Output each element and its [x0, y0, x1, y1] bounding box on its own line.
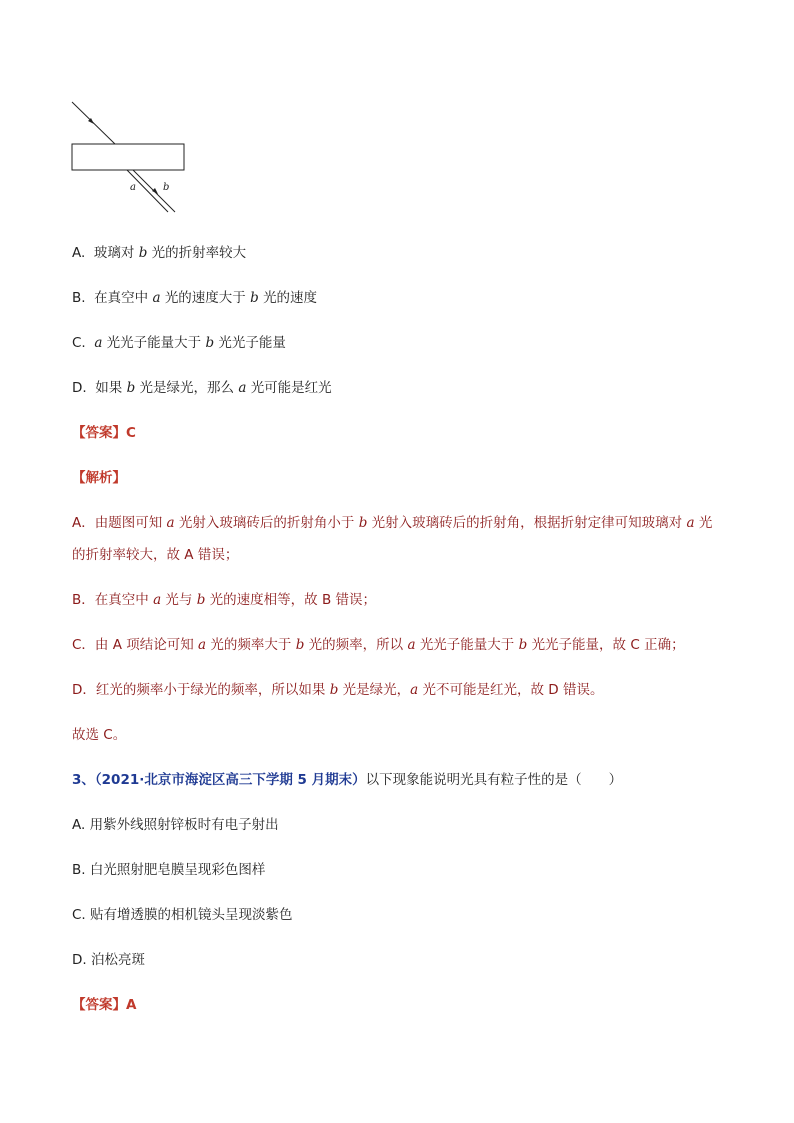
q3-option-d: D. 泊松亮斑: [72, 952, 145, 968]
q3-option-b: B. 白光照射肥皂膜呈现彩色图样: [72, 862, 266, 878]
q2-option-a: A. 玻璃对 b 光的折射率较大: [72, 245, 247, 261]
analysis-c: C．由 A 项结论可知 a 光的频率大于 b 光的频率，所以 a 光光子能量大于 b 光光子能量，故 C 正确；: [72, 637, 685, 653]
q3-answer: [72, 996, 136, 1014]
analysis-d: D．红光的频率小于绿光的频率，所以如果 b 光是绿光，a 光不可能是红光，故 D 错误。: [72, 682, 604, 698]
q2-analysis-label: 【解析】: [72, 470, 126, 486]
label-b: b: [163, 182, 170, 193]
glass-block: [72, 144, 184, 170]
q2-option-d: D. 如果 b 光是绿光，那么 a 光可能是红光: [72, 380, 332, 396]
q3-stem: [72, 771, 622, 789]
question-number: 3、: [72, 772, 95, 788]
q2-option-b: B. 在真空中 a 光的速度大于 b 光的速度: [72, 290, 318, 306]
q3-option-c: C. 贴有增透膜的相机镜头呈现淡紫色: [72, 907, 293, 923]
q3-option-a: A. 用紫外线照射锌板时有电子射出: [72, 817, 279, 833]
answer-label: 【答案】: [72, 425, 126, 441]
question-source: （2021·北京市海淀区高三下学期 5 月期末）: [94, 772, 366, 788]
ray-arrow: [152, 188, 158, 194]
q2-option-c: C. a 光光子能量大于 b 光光子能量: [72, 335, 286, 351]
analysis-a-line2: 的折射率较大，故 A 错误；: [72, 547, 239, 563]
answer-value: A: [126, 997, 137, 1013]
label-a: a: [130, 182, 136, 193]
refraction-figure: [68, 98, 198, 218]
answer-label: 【答案】: [72, 997, 126, 1013]
analysis-b: B．在真空中 a 光与 b 光的速度相等，故 B 错误；: [72, 592, 377, 608]
analysis-a-line1: A．由题图可知 a 光射入玻璃砖后的折射角小于 b 光射入玻璃砖后的折射角，根据折射定律可知玻璃对 a 光: [72, 515, 713, 531]
question-text: 以下现象能说明光具有粒子性的是（ ）: [365, 772, 623, 788]
q2-answer: [72, 424, 136, 442]
answer-value: C: [126, 425, 136, 441]
q2-conclusion: 故选 C。: [72, 727, 127, 743]
